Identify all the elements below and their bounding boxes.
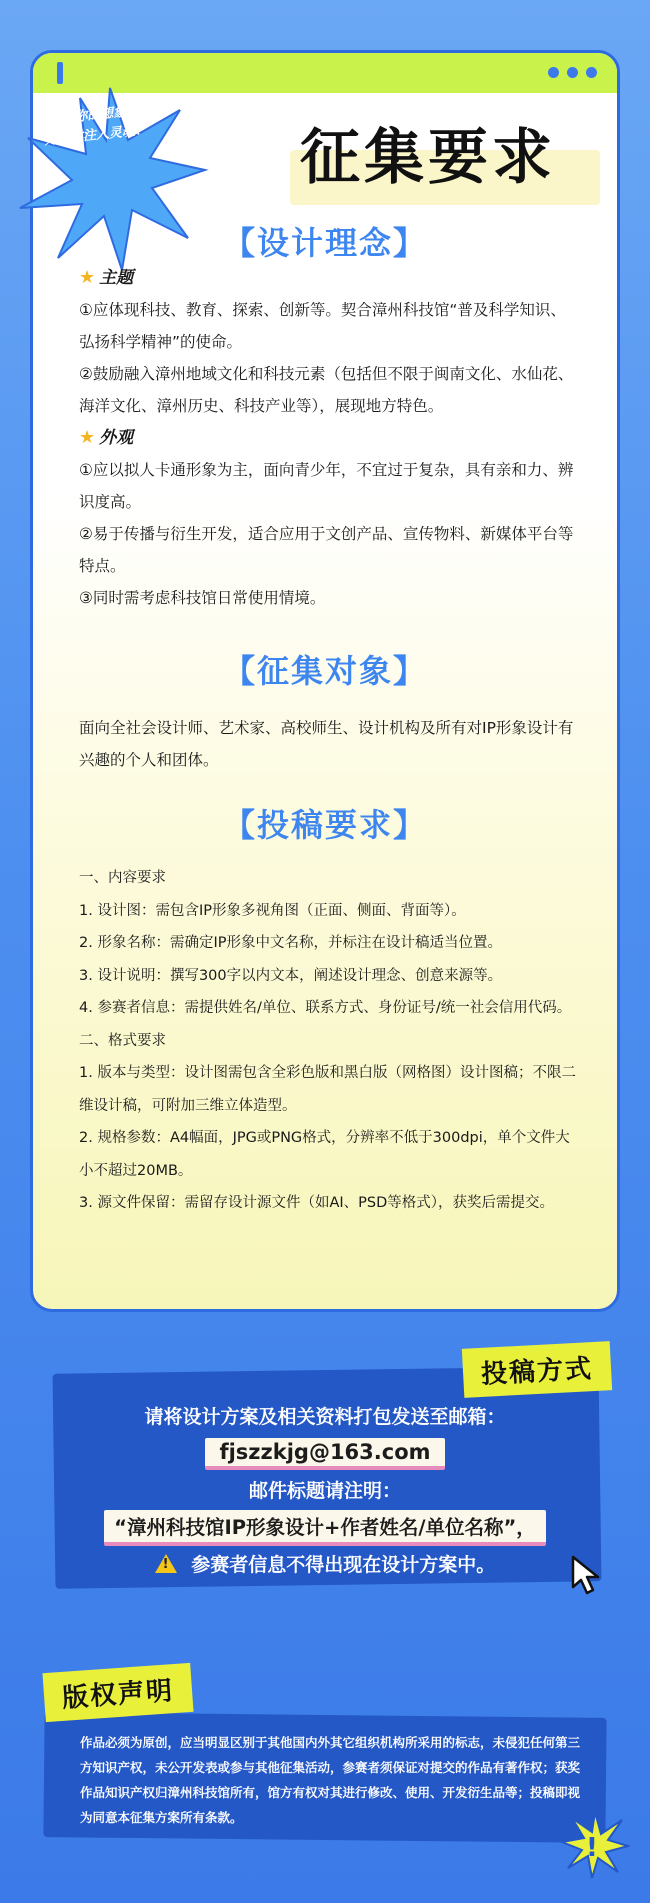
content-item-1: 1. 设计图：需包含IP形象多视角图（正面、侧面、背面等）。 <box>79 902 466 919</box>
format-item-1: 1. 版本与类型：设计图需包含全彩色版和黑白版（网格图）设计图稿；不限二维设计稿，可附加三维立体造型。 <box>79 1065 576 1114</box>
page-title: 征集要求 <box>300 123 556 193</box>
delivery-line-2: 邮件标题请注明： <box>248 1480 401 1502</box>
design-content <box>79 262 579 614</box>
format-requirements-head: 二、格式要求 <box>79 1032 166 1049</box>
theme-paragraph-1: ①应体现科技、教育、探索、创新等。契合漳州科技馆“普及科学知识、弘扬科学精神”的使命。 <box>79 301 566 351</box>
content-item-3: 3. 设计说明：撰写300字以内文本，阐述设计理念、创意来源等。 <box>79 967 503 984</box>
content-item-2: 2. 形象名称：需确定IP形象中文名称，并标注在设计稿适当位置。 <box>79 935 502 951</box>
badge-line2: 为科学注入灵魂！ <box>43 122 149 149</box>
look-paragraph-3: ③同时需考虑科技馆日常使用情境。 <box>79 589 326 607</box>
cursor-arrow-icon <box>570 1555 604 1595</box>
dots-icon <box>548 67 597 78</box>
format-item-2: 2. 规格参数：A4幅面，JPG或PNG格式，分辨率不低于300dpi，单个文件大小不超过20MB。 <box>79 1130 570 1179</box>
format-item-3: 3. 源文件保留：需留存设计源文件（如AI、PSD等格式），获奖后需提交。 <box>79 1195 554 1211</box>
copyright-text: 作品必须为原创，应当明显区别于其他国内外其它组织机构所采用的标志，未侵犯任何第三方知识产权，未公开发表或参与其他征集活动，参赛者须保证对提交的作品有著作权；获奖作品知识产权归漳州科技馆所有，馆方有权对其进行修改、使用、开发衍生品等；投稿即视为同意本征集方案所有条款。 <box>80 1735 581 1825</box>
content-requirements-head: 一、内容要求 <box>79 870 166 886</box>
subject-row <box>0 1510 650 1546</box>
section-header-design: 【设计理念】 <box>222 224 427 262</box>
copyright-tag: 版权声明 <box>42 1663 193 1722</box>
warning-icon <box>155 1554 177 1573</box>
theme-subhead <box>79 262 579 294</box>
look-paragraph-2: ②易于传播与衍生开发，适合应用于文创产品、宣传物料、新媒体平台等特点。 <box>79 525 574 575</box>
section-header-submit: 【投稿要求】 <box>222 806 427 844</box>
delivery-tag: 投稿方式 <box>462 1341 612 1398</box>
target-paragraph: 面向全社会设计师、艺术家、高校师生、设计机构及所有对IP形象设计有兴趣的个人和团体。 <box>79 719 574 769</box>
badge-line1: 开启你的想象， <box>47 103 140 128</box>
theme-label: 主题 <box>99 268 134 288</box>
spark-exclamation-icon <box>560 1810 630 1880</box>
look-label: 外观 <box>99 428 134 448</box>
target-content <box>79 712 579 776</box>
content-item-4: 4. 参赛者信息：需提供姓名/单位、联系方式、身份证号/统一社会信用代码。 <box>79 1000 572 1016</box>
section-header-target: 【征集对象】 <box>222 652 427 690</box>
email-address[interactable]: fjszzkjg@163.com <box>205 1438 444 1470</box>
look-subhead <box>79 422 579 454</box>
warning-text: 参赛者信息不得出现在设计方案中。 <box>191 1554 496 1576</box>
look-paragraph-1: ①应以拟人卡通形象为主，面向青少年，不宜过于复杂，具有亲和力、辨识度高。 <box>79 461 574 511</box>
theme-paragraph-2: ②鼓励融入漳州地域文化和科技元素（包括但不限于闽南文化、水仙花、海洋文化、漳州历史、科技产业等），展现地方特色。 <box>79 365 574 415</box>
warning-row <box>0 1550 650 1577</box>
email-row <box>0 1438 650 1470</box>
delivery-line-1: 请将设计方案及相关资料打包发送至邮箱： <box>144 1406 506 1428</box>
submit-content <box>79 862 579 1220</box>
svg-text:!: ! <box>586 1833 598 1863</box>
star-icon: ★ <box>79 427 96 448</box>
email-subject: “漳州科技馆IP形象设计+作者姓名/单位名称”， <box>104 1510 546 1546</box>
star-icon: ★ <box>79 267 96 288</box>
